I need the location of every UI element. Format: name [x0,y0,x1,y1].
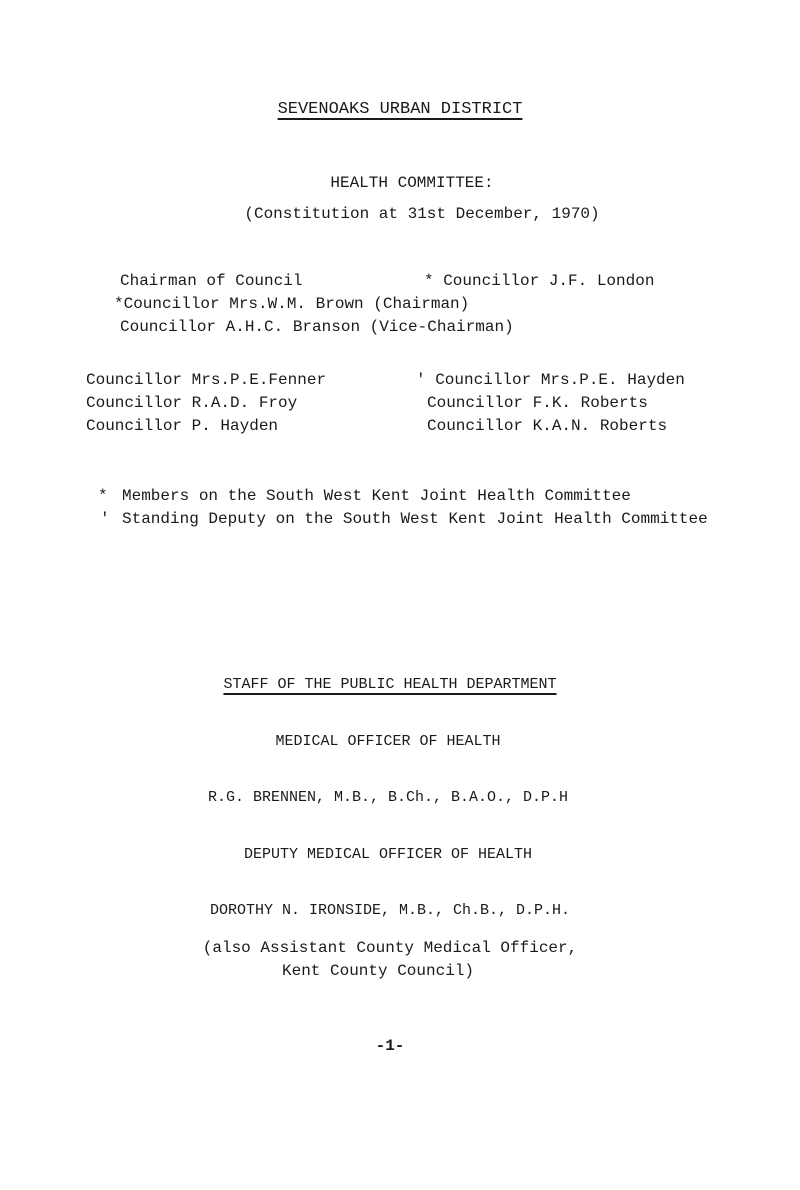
member-left-3: Councillor P. Hayden [86,417,279,435]
footnote-deputy-text: Standing Deputy on the South West Kent Joint Health Committee [122,510,708,528]
member-right-2: Councillor F.K. Roberts [427,394,648,412]
footnote-mark-deputy: ' [100,510,110,528]
member-right-1: ' Councillor Mrs.P.E. Hayden [416,371,685,389]
moh-name: R.G. BRENNEN, M.B., B.Ch., B.A.O., D.P.H [207,789,569,806]
dmoh-note-line-1: (also Assistant County Medical Officer, [202,939,578,957]
footnote-star-text: Members on the South West Kent Joint Health Committee [122,487,631,505]
officer-row-1-left: Chairman of Council [120,272,303,290]
committee-constitution: (Constitution at 31st December, 1970) [244,205,600,223]
dmoh-note-line-2: Kent County Council) [281,962,475,980]
page-number: -1- [375,1037,405,1055]
dmoh-title: DEPUTY MEDICAL OFFICER OF HEALTH [243,846,533,863]
officer-chairman: *Councillor Mrs.W.M. Brown (Chairman) [114,295,470,313]
dmoh-name: DOROTHY N. IRONSIDE, M.B., Ch.B., D.P.H. [209,902,571,919]
moh-title: MEDICAL OFFICER OF HEALTH [275,733,501,750]
staff-heading: STAFF OF THE PUBLIC HEALTH DEPARTMENT [223,676,557,693]
member-left-1: Councillor Mrs.P.E.Fenner [86,371,327,389]
member-right-3: Councillor K.A.N. Roberts [427,417,668,435]
officer-row-1-right: * Councillor J.F. London [424,272,655,290]
member-left-2: Councillor R.A.D. Froy [86,394,298,412]
footnote-mark-star: * [98,487,108,505]
committee-title: HEALTH COMMITTEE: [330,174,494,192]
officer-vice-chairman: Councillor A.H.C. Branson (Vice-Chairman) [120,318,514,336]
district-heading: SEVENOAKS URBAN DISTRICT [277,100,523,119]
